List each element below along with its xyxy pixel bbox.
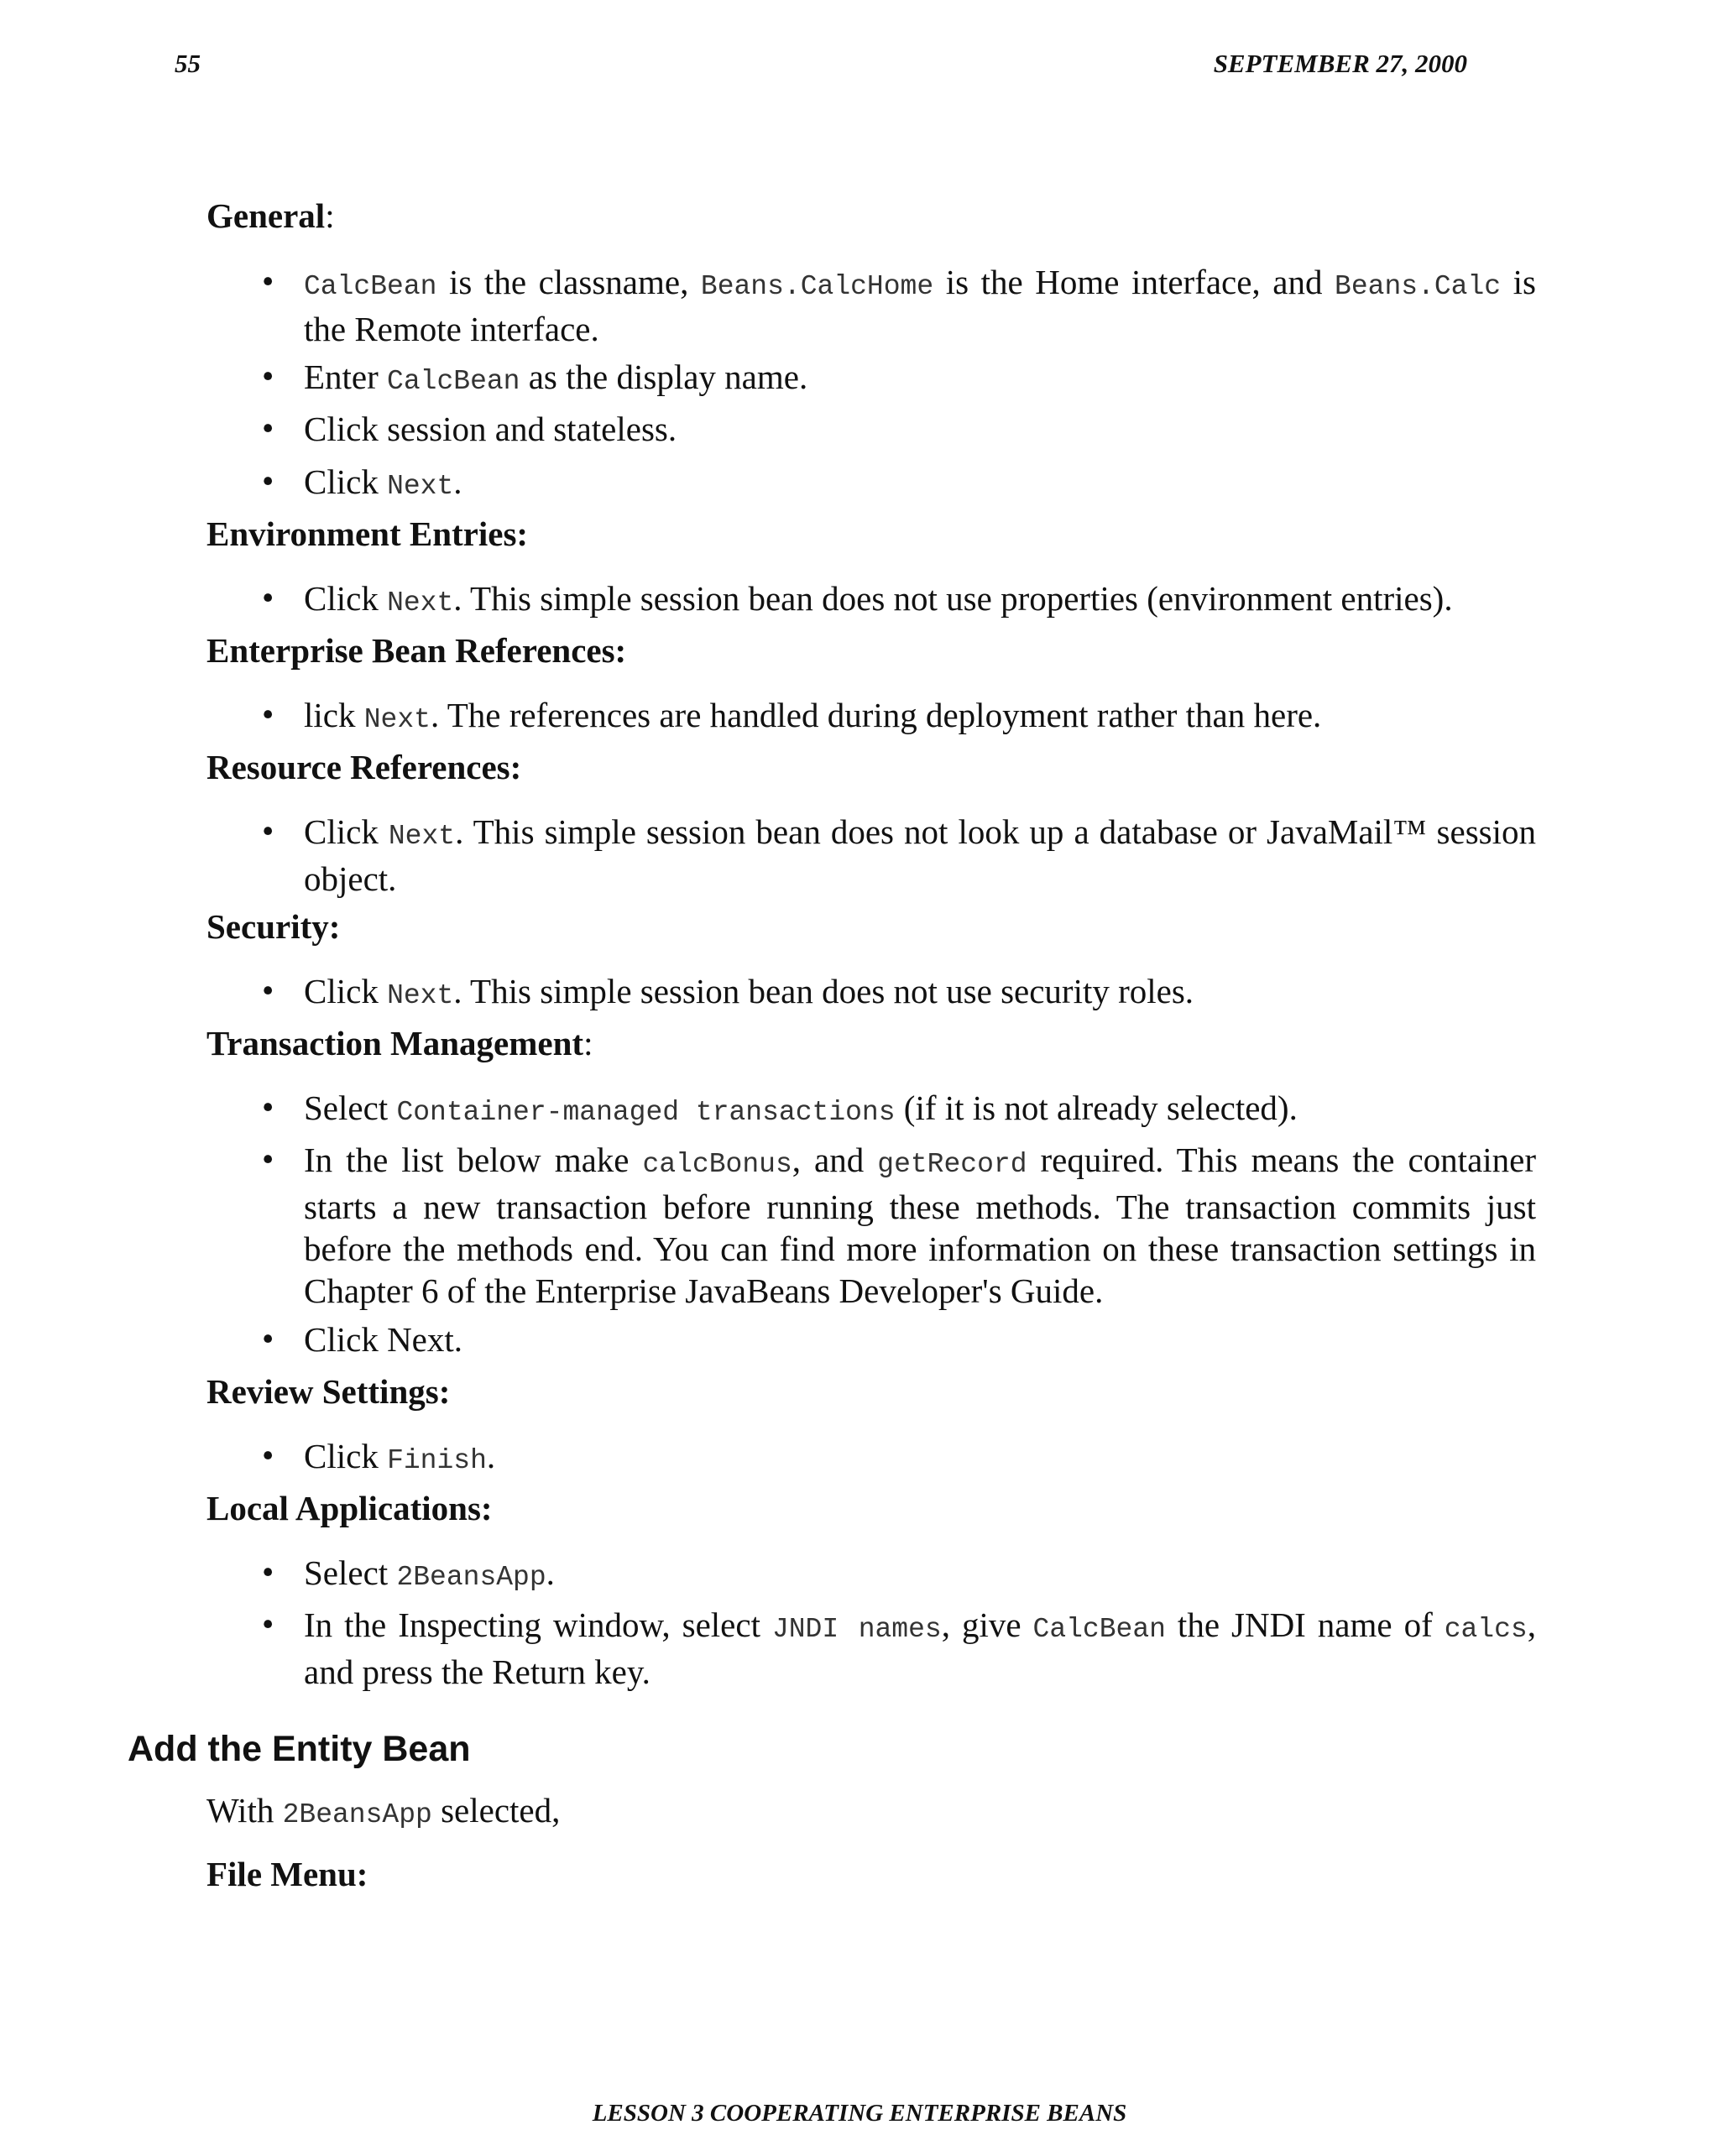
bullet-marker: • bbox=[262, 1436, 274, 1475]
item-text: as the display name. bbox=[520, 358, 808, 396]
list-item-container-managed bbox=[304, 1087, 1536, 1134]
item-text: . bbox=[453, 462, 462, 501]
item-text: Click bbox=[304, 812, 389, 851]
code-text: getRecord bbox=[877, 1149, 1027, 1180]
bullet-marker: • bbox=[262, 1553, 274, 1591]
bullet-marker: • bbox=[262, 695, 274, 733]
header-date: SEPTEMBER 27, 2000 bbox=[1213, 49, 1467, 78]
item-text: Click bbox=[304, 1437, 388, 1475]
code-text: Next bbox=[387, 980, 454, 1011]
heading-environment-entries: Environment Entries: bbox=[206, 514, 529, 553]
item-text: In the Inspecting window, select bbox=[304, 1605, 772, 1644]
list-item-display-name bbox=[304, 356, 1536, 403]
code-text: Container-managed transactions bbox=[396, 1097, 896, 1128]
heading-enterprise-bean-references: Enterprise Bean References: bbox=[206, 631, 627, 670]
page-footer: LESSON 3 COOPERATING ENTERPRISE BEANS bbox=[592, 2100, 1127, 2127]
code-text: CalcBean bbox=[387, 366, 520, 397]
list-item-security bbox=[304, 970, 1536, 1017]
code-text: Beans.CalcHome bbox=[700, 271, 934, 302]
heading-general bbox=[206, 196, 335, 236]
code-text: calcBonus bbox=[642, 1149, 792, 1180]
heading-transaction-management bbox=[206, 1023, 593, 1063]
code-text: CalcBean bbox=[304, 271, 437, 302]
heading-resource-references: Resource References: bbox=[206, 748, 522, 786]
item-text: Click Next. bbox=[304, 1320, 463, 1359]
item-text: Click bbox=[304, 579, 388, 618]
bullet-marker: • bbox=[262, 409, 274, 447]
bullet-marker: • bbox=[262, 812, 274, 850]
item-text: , give bbox=[941, 1605, 1033, 1644]
item-text: (if it is not already selected). bbox=[895, 1088, 1298, 1127]
code-text: calcs bbox=[1444, 1614, 1528, 1645]
item-text: Select bbox=[304, 1088, 397, 1127]
code-text: Next bbox=[387, 471, 454, 502]
item-text: , and press the Return key. bbox=[304, 1605, 1536, 1691]
code-text: JNDI names bbox=[771, 1614, 942, 1645]
list-item-jndi-name bbox=[304, 1604, 1536, 1693]
entity-paragraph bbox=[206, 1790, 560, 1830]
code-text: Beans.Calc bbox=[1335, 271, 1502, 302]
code-text: CalcBean bbox=[1032, 1614, 1166, 1645]
item-text: . This simple session bean does not use properties (environment entries). bbox=[453, 579, 1453, 618]
bullet-marker: • bbox=[262, 357, 274, 395]
heading-colon: : bbox=[583, 1024, 593, 1062]
list-item-select-app bbox=[304, 1552, 1536, 1599]
list-item-click-next-plain bbox=[304, 1318, 1536, 1360]
item-text: lick bbox=[304, 696, 364, 734]
heading-colon: : bbox=[325, 196, 335, 235]
item-text: Click session and stateless. bbox=[304, 410, 677, 448]
list-item-ejb-refs bbox=[304, 694, 1536, 741]
list-item-general-classname bbox=[304, 261, 1536, 350]
item-text: required. This means the container starts a new transaction before running these methods. The transaction commits just before the methods end. You can find more information on these transaction settings in Chapter 6 of the Enterprise JavaBeans Developer's Guide. bbox=[304, 1141, 1537, 1310]
item-text: Click bbox=[304, 972, 388, 1010]
heading-general-text: General bbox=[206, 196, 326, 235]
code-text: Next bbox=[387, 587, 454, 619]
heading-file-menu: File Menu: bbox=[206, 1855, 368, 1893]
bullet-marker: • bbox=[262, 262, 274, 300]
heading-security: Security: bbox=[206, 907, 341, 946]
item-text: , and bbox=[792, 1141, 878, 1179]
item-text: is the classname, bbox=[436, 263, 701, 301]
item-text: is the Home interface, and bbox=[933, 263, 1335, 301]
item-text: the JNDI name of bbox=[1165, 1605, 1445, 1644]
heading-review-settings: Review Settings: bbox=[206, 1372, 451, 1411]
item-text: . This simple session bean does not look up a database or JavaMail™ session object. bbox=[304, 812, 1536, 898]
bullet-marker: • bbox=[262, 462, 274, 500]
item-text: . The references are handled during deployment rather than here. bbox=[430, 696, 1322, 734]
code-text: 2BeansApp bbox=[282, 1799, 432, 1830]
bullet-marker: • bbox=[262, 971, 274, 1010]
bullet-marker: • bbox=[262, 1319, 274, 1358]
code-text: Next bbox=[388, 821, 456, 852]
list-item-environment bbox=[304, 577, 1536, 624]
list-item-finish bbox=[304, 1435, 1536, 1482]
item-text: In the list below make bbox=[304, 1141, 643, 1179]
bullet-marker: • bbox=[262, 1088, 274, 1126]
para-text: With bbox=[206, 1791, 283, 1830]
code-text: 2BeansApp bbox=[396, 1562, 546, 1593]
bullet-marker: • bbox=[262, 1140, 274, 1178]
code-text: Next bbox=[363, 704, 431, 735]
heading-transaction-text: Transaction Management bbox=[206, 1024, 584, 1062]
item-text: Select bbox=[304, 1553, 397, 1592]
item-text: Click bbox=[304, 462, 388, 501]
list-item-resource-refs bbox=[304, 811, 1536, 900]
bullet-marker: • bbox=[262, 1605, 274, 1643]
item-text: . bbox=[486, 1437, 496, 1475]
heading-local-applications: Local Applications: bbox=[206, 1489, 493, 1527]
item-text: . bbox=[546, 1553, 555, 1592]
para-text: selected, bbox=[431, 1791, 561, 1830]
item-text: . This simple session bean does not use security roles. bbox=[453, 972, 1194, 1010]
bullet-marker: • bbox=[262, 578, 274, 617]
page-number: 55 bbox=[175, 49, 201, 78]
list-item-click-next bbox=[304, 461, 1536, 508]
item-text: is the Remote interface. bbox=[304, 263, 1536, 348]
list-item-required-methods bbox=[304, 1139, 1536, 1312]
section-title-entity-bean: Add the Entity Bean bbox=[128, 1729, 471, 1769]
code-text: Finish bbox=[387, 1445, 487, 1476]
list-item-session-stateless bbox=[304, 408, 1536, 450]
item-text: Enter bbox=[304, 358, 388, 396]
